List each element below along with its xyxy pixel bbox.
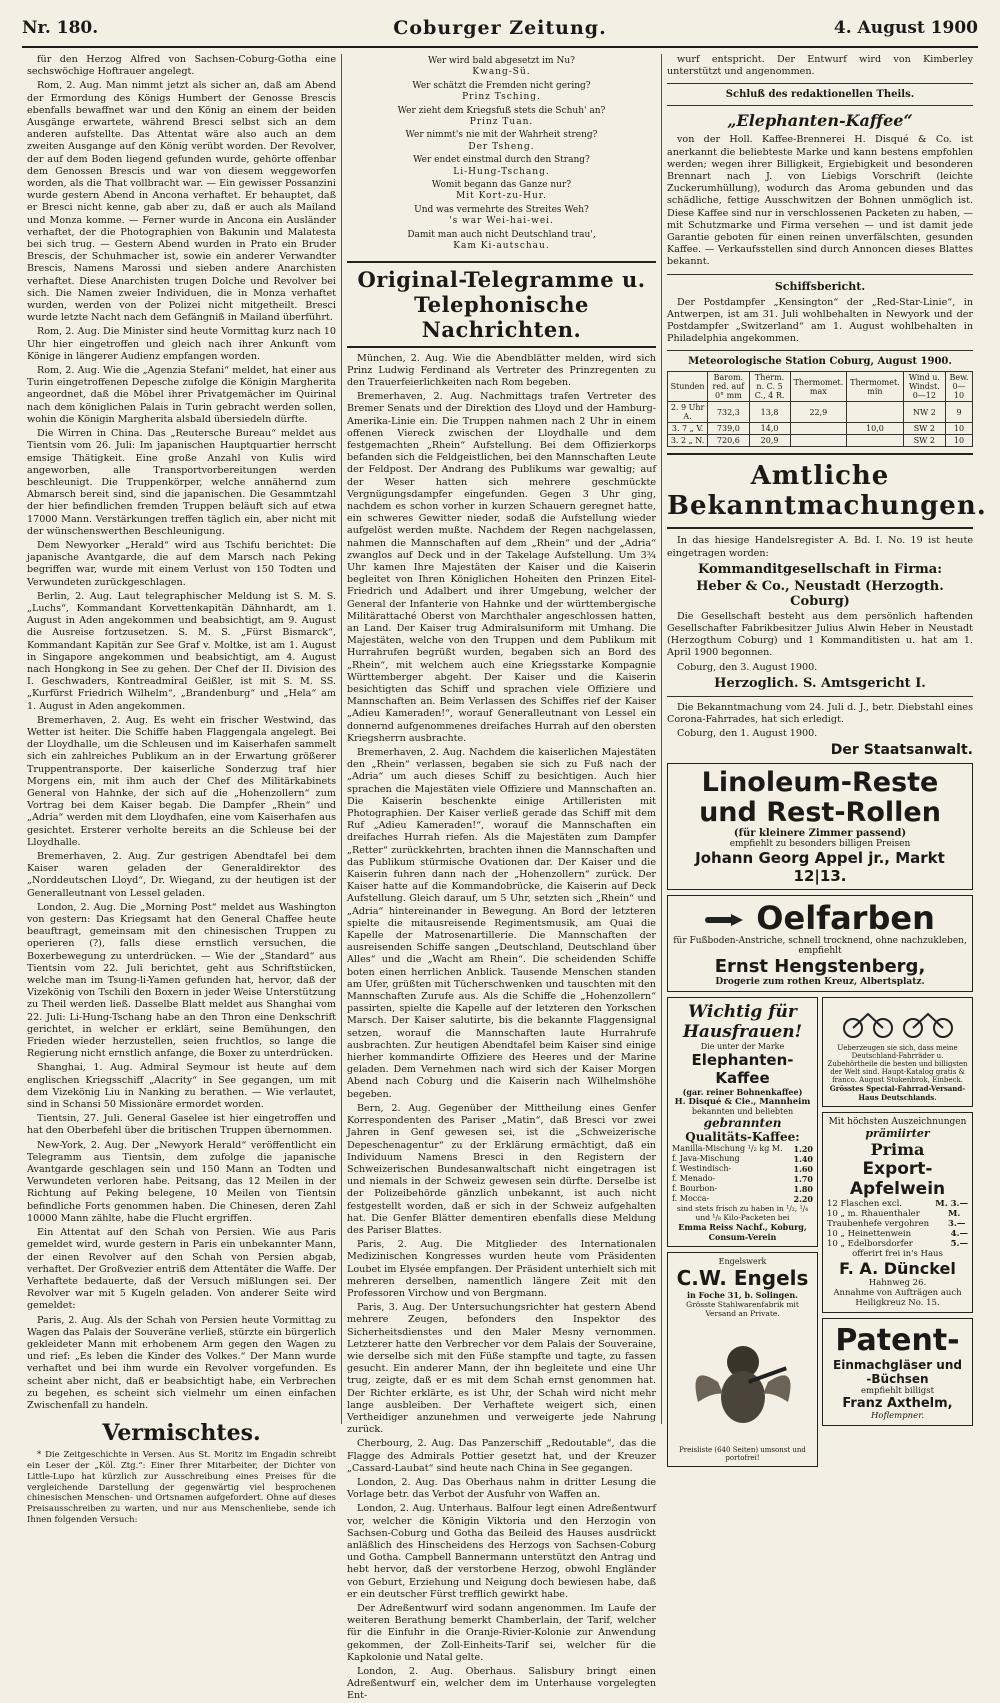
meteo-cell: 10 [946,435,973,447]
engels-text: Grösste Stahlwarenfabrik mit Versand an Private. [686,1300,799,1319]
poem-stanza [347,230,656,253]
meteo-cell: 13,8 [749,402,790,423]
article-paragraph: Bremerhaven, 2. Aug. Nachmittags trafen Vertreter des Bremer Senats und der Direktion des Lloyd und der Hamburg-Amerika-Linie ein. Die Truppen nahmen nach 2 Uhr in einem offenen Viereck zwischen der Lloydhalle und dem festgemachten „Rhein“ Aufstellung. Bei dem Offizierkorps befanden sich die Feldgeistlichen, bei den Mannschaften Leute der Feldpost. Der Andrang des Publikums war gewaltig; auf der Weser hatten sich mehrere geschmückte Vergnügungsdampfer eingefunden. Gegen 3 Uhr ging, nachdem es schon vorher in kurzen Schauern geregnet hatte, ein schweres Gewitter nieder, sodaß die Aufstellung wieder aufgelöst werden mußte. Nachdem der Regen nachgelassen, nahmen die Mannschaften auf dem „Rhein“ und der „Adria“ zwanglos auf Deck und in der Takelage Aufstellung. Um 3¾ Uhr kamen Ihre Majestäten der Kaiser und die Kaiserin begleitet von Ihren Königlichen Hoheiten den Prinzen Eitel-Friedrich und Adalbert und ihrer Umgebung, welcher der General der Infanterie von Hahnke und der württembergische Militärattaché Oberst von Marchthaler angeschlossen hatten, an Land. Der Kaiser trug Admiralsuniform mit Umhang. Die Majestäten, welche von den Truppen und dem Publikum mit Hurrahrufen begrüßt wurden, begaben sich an Bord des „Rhein“, mit welchem auch eine Kriegsstarke Kompagnie Württemberger abgeht. Der Kaiser und die Kaiserin besichtigten das Schiff und sprachen viele Offiziere und Mannschaften an. Beim Verlassen des Schiffes rief der Kaiser „Adieu Kameraden!“, worauf Generalleutnant von Lessel ein donnernd aufgenommenes dreifaches Hurrah auf den obersten Kriegsherrn ausbrachte. [347,391,656,744]
lino-line-3: (für kleinere Zimmer passend) [733,828,907,840]
engels-ad [667,1252,818,1467]
meteo-heading: Meteorologische Station Coburg, August 1900. [688,356,952,368]
article-paragraph: für den Herzog Alfred von Sachsen-Coburg-Gotha eine sechswöchige Hoftrauer angelegt. [27,54,336,78]
meteo-cell: 720,6 [708,435,749,447]
meteo-cell: 10,0 [847,423,904,435]
meteo-header-cell: Therm. n. C. 5 C., 4 R. [749,372,790,402]
meteo-table [667,371,973,447]
article-paragraph: Paris, 2. Aug. Als der Schah von Persien heute Vormittag zu Wagen das Palais der Souveräne verließ, stürzte ein bürgerlich gekleideter Mann mit erhobenem Arm gegen den Wagen zu und rief: „Es leben die Kinder des Volkes.“ Der Mann wurde verhaftet und bei ihm wurde ein Revolver vorgefunden. Es scheint aber nicht, daß er beabsichtigt habe, ein Verbrechen zu begehen, es scheint sich vielmehr um einen einfachen Zwischenfall zu handeln. [27,1314,336,1411]
ads-left [667,997,818,1472]
oel-firm: Ernst Hengstenberg, [714,956,926,978]
price-item: 10 „ Heinettenwein [827,1229,912,1240]
newspaper-title: Coburger Zeitung. [393,17,607,39]
vermischtes-text: * Die Zeitgeschichte in Versen. Aus St. Moritz im Engadin schreibt ein Leser der „Köl. Ztg.“: Einer Ihrer Mitarbeiter, der Dichter von Little-Lupo hat kürzlich zur Ausschreibung eines Preises für die vergleichende Darstellung der gegenwärtig viel besprochenen chinesischen Menschen- und Ortsnamen aufgefordert. Ohne auf dieses Preisausschreiben zu warten, und nur aus Menschenliebe, sende ich Ihnen folgenden Versuch: [27,1450,336,1525]
meteo-cell: 732,3 [708,402,749,423]
apfel-title: Export-Apfelwein [849,1159,946,1200]
ek-qualitaet: Qualitäts-Kaffee: [685,1130,800,1145]
engels-label: Engelswerk [718,1257,767,1267]
meteo-header-cell: Barom. red. auf 0° mm [708,372,749,402]
patent-line-3: -Büchsen [866,1372,929,1387]
price-item: f. Bourbon- [672,1184,718,1194]
price-value: 4.— [950,1229,968,1240]
article-paragraph: Bern, 2. Aug. Gegenüber der Mittheilung eines Genfer Korrespondenten des Pariser „Matin“, daß Bresci vor zwei Jahren in Genf gewesen sei, ist die „Schweizerische Depeschenagentur“ zu der Erklärung ermächtigt, daß ein Individuum Namens Bresci in den Registern der Schweizerischen Bundesanwaltschaft nicht eingetragen ist und niemals in der Schweiz gewesen sein dürfte. Derselbe ist der Polizeibehörde gänzlich unbekannt, ist auch nicht festgestellt worden, daß er sich in der Schweiz aufgehalten hat. Die Genfer Blätter dementiren ebenfalls diese Meldung des Pariser Blattes. [347,1102,656,1236]
price-row [827,1229,968,1239]
telegramme-heading: Original-Telegramme u. Telephonische Nachrichten. [347,261,656,348]
lino-line-4: empfiehlt zu besonders billigen Preisen [729,839,911,850]
meteo-cell: 3. 2 „ N. [668,435,708,447]
meteo-cell: 20,9 [749,435,790,447]
article-paragraph: Paris, 2. Aug. Die Mitglieder des Internationalen Medizinischen Kongresses wurden heute vom Präsidenten Loubet im Elysée empfangen. Der Präsident unterhielt sich mit mehreren derselben, namentlich längere Zeit mit den Professoren Virchow und von Bergmann. [347,1239,656,1299]
engels-firm: C.W. Engels [676,1266,809,1291]
linoleum-ad [667,763,973,890]
meteo-cell: 2. 9 Uhr A. [668,402,708,423]
poem-answer: Mit Kort-zu-Hur. [456,191,547,202]
price-row [672,1184,813,1194]
price-value: M. 3.— [947,1209,966,1230]
ek-title: Elephanten-Kaffee [691,1051,794,1088]
article-paragraph: Ein Attentat auf den Schah von Persien. Wie aus Paris gemeldet wird, wurde gestern in Paris ein unbekannter Mann, der einen Revolver auf den Schah von Persien abgab, verhaftet. Der Großvezier entriß dem Attentäter die Waffe. Der Verhaftete bedauerte, daß der Versuch mißlungen sei. Der Revolver war mit 5 Kugeln geladen. Von anderer Seite wird gemeldet: [27,1227,336,1312]
ads-lower [667,997,973,1472]
pointing-hand-icon [705,913,745,927]
meteo-row [668,423,973,435]
meteo-cell [847,435,904,447]
meteo-cell: 10 [946,423,973,435]
wichtig-title: Wichtig für Hausfrauen! [682,1002,803,1043]
article-paragraph: Rom, 2. Aug. Die Minister sind heute Vormittag kurz nach 10 Uhr hier eingetroffen und gleich nach ihrer Ankunft vom Könige in längerer Audienz empfangen worden. [27,326,336,362]
apfel-price-list [827,1199,968,1249]
meteo-cell: 22,9 [790,402,847,423]
meteo-header-cell: Wind u. Windst. 0—12 [903,372,945,402]
amt1-firm: Kommanditgesellschaft in Firma: [697,561,943,577]
poem-answer: Kam Ki-autschau. [453,241,550,252]
meteo-cell [790,423,847,435]
lino-line-2: und Rest-Rollen [699,797,941,829]
poem-question: Wer zieht dem Kriegsfuß stets die Schuh' an? [397,105,606,116]
kaffee-heading: „Elephanten-Kaffee“ [727,111,913,131]
article-paragraph: London, 2. Aug. Die „Morning Post“ meldet aus Washington von gestern: Das Kriegsamt hat den General Chaffee heute beauftragt, gemeinsam mit den chinesischen Truppen zu operieren (?), falls diese ernstlich versuchen, die Boxerbewegung zu unterdrücken. — Wie der „Standard“ aus Tientsin vom 22. Juli berichtet, geht aus Schriftstücken, welche man im Tsung-li-Yamen gefunden hat, hervor, daß der Vizekönig von Tschili den Boxern in jeder Weise Unterstützung zu Theil werden ließ. Dasselbe Blatt meldet aus Shanghai vom 22. Juli: Li-Hung-Tschang habe an den Thron eine Denkschrift gerichtet, in welcher er erklärt, seine Bemühungen, den Frieden wieder herzustellen, seien fruchtlos, so lange die Regierung nicht ernstlich anfange, die Boxer zu unterdrücken. [27,901,336,1060]
poem-answer: Li-Hung-Tschang. [453,166,550,177]
article-paragraph: London, 2. Aug. Unterhaus. Balfour legt einen Adreßentwurf vor, welcher die Königin Viktoria und den Herzogin von Sachsen-Coburg und Gotha das Beileid des Hauses ausdrückt anläßlich des Hinscheidens des Herzogs von Sachsen-Coburg und Gotha. Campbell Bannermann unterstützt den Antrag und hebt hervor, daß der verstorbene Herzog, obwohl Engländer von Geburt, Erziehung und Neigung doch bewiesen habe, daß er ein deutscher Fürst trefflich gewirkt habe. [347,1503,656,1600]
article-paragraph: Bremerhaven, 2. Aug. Zur gestrigen Abendtafel bei dem Kaiser waren geladen der Generaldirektor des „Norddeutschen Lloyd“, Dr. Wiegand, zu der heutigen ist der Generalleutnant von Lessel geladen. [27,851,336,899]
price-value: 2.20 [793,1194,813,1205]
poem-question: Damit man auch nicht Deutschland trau', [407,229,596,240]
ek-foot: sind stets frisch zu haben in ¹/₂, ¹/₄ und ¹/₈ Kilo-Packeten bei [676,1204,809,1223]
meteo-cell: 14,0 [749,423,790,435]
meteo-cell: SW 2 [903,423,945,435]
patent-line-2: Einmachgläser und [833,1358,962,1373]
price-value: 1.40 [793,1154,813,1165]
poem-question: Wer nimmt's nie mit der Wahrheit streng? [405,130,598,141]
amt1-body: Die Gesellschaft besteht aus dem persönlich haftenden Gesellschafter Fabrikbesitzer Julius Alwin Heber in Neustadt (Herzogthum Coburg) und 1 Kommanditisten u. hat am 1. April 1900 begonnen. [667,610,973,659]
patent-line-4: empfiehlt billigst [860,1386,935,1397]
cherub-illustration-icon [678,1322,808,1442]
meteo-cell [790,435,847,447]
vermischtes-heading: Vermischtes. [102,1420,261,1447]
article-paragraph: Dem Newyorker „Herald“ wird aus Tschifu berichtet: Die japanische Avantgarde, die auf dem Marsch nach Peking begriffen war, wurde mit einem Verlust von 150 Todten und Verwundeten zurückgeschlagen. [27,539,336,588]
lino-line-1: Linoleum-Reste [701,767,939,799]
poem [347,56,656,253]
poem-question: Und was vermehrte des Streites Weh? [414,204,589,215]
price-row [672,1154,813,1164]
price-row [672,1164,813,1174]
price-value: 5.— [950,1239,968,1250]
apfel-note: Annahme von Aufträgen auch Heiligkreuz No. 15. [833,1288,962,1309]
meteo-header-cell: Stunden [668,372,708,402]
apfel-line-2: prämiirter [865,1127,930,1141]
article-paragraph: Rom, 2. Aug. Wie die „Agenzia Stefani“ meldet, hat einer aus Turin eingetroffenen Depesche zufolge die Königin Margherita angeordnet, daß die Möbel ihrer Privatgemächer im Quirinal nach dem königlichen Palais in Turin gebracht werden sollen, wohin die Königin Margherita alsbald übersiedeln dürfte. [27,365,336,425]
ek-gebrannten: gebrannten [703,1116,782,1131]
poem-stanza [347,180,656,203]
schiffsbericht-text: Der Postdampfer „Kensington“ der „Red-Star-Linie“, in Antwerpen, ist am 31. Juli wohlbehalten in Newyork und der Postdampfer „Switzerland“ am 1. August wohlbehalten in Philadelphia angekommen. [667,296,973,345]
meteo-cell: 739,0 [708,423,749,435]
article-paragraph: München, 2. Aug. Wie die Abendblätter melden, wird sich Prinz Ludwig Ferdinand als Vertreter des Prinzregenten zu den Trauerfeierlichkeiten nach Rom begeben. [347,352,656,388]
meteo-cell [847,402,904,423]
price-item: 10 „ Edelborsdorfer [827,1239,913,1250]
price-value: 1.20 [793,1144,813,1155]
oel-line-1: für Fußboden-Anstriche, schnell trocknend, ohne nachzukleben, [673,936,967,947]
poem-question: Wer wird bald abgesetzt im Nu? [428,56,575,66]
meteo-cell: NW 2 [903,402,945,423]
price-row [672,1174,813,1184]
oelfarben-ad [667,895,973,992]
meteo-cell: 3. 7 „ V. [668,423,708,435]
column-3 [662,54,987,1463]
ek-price-list [672,1144,813,1204]
issue-date: 4. August 1900 [833,18,978,38]
article-paragraph: Shanghai, 1. Aug. Admiral Seymour ist heute auf dem englischen Kriegsschiff „Alacrity“ in See gegangen, um mit dem Vizekönig Liu in Nanking zu berathen. — Wie verlautet, sind in Schansi 50 Missionäre ermordet worden. [27,1062,336,1111]
poem-answer: Kwang-Sü. [472,67,531,78]
columns [22,54,987,1702]
meteo-header-cell: Thermomet. max [790,372,847,402]
poem-question: Wer schätzt die Fremden nicht gering? [412,80,591,91]
price-value: 1.60 [793,1164,813,1175]
apfel-foot: offerirt frei in's Haus [852,1249,943,1260]
apfel-firm: F. A. Dünckel [839,1259,956,1279]
article-paragraph: Paris, 3. Aug. Der Untersuchungsrichter hat gestern Abend mehrere Zeugen, befonders den Inspektor des Sicherheitsdienstes und den Maler Mesny vernommen. Letzterer hatte den Verbrecher vor dem Palais der Souveraine, wie derselbe sich mit den Füße stampfte und tagte, zu fassen gesucht. Ein anderer Mann, der ihn begleitete und eine Uhr trug, zeigte, daß er es mit dem Schah ernst genommen hat. Der Richter erklärte, es ist Uhr, der Schah wird nicht mehr lange ausbleiben. Der Verhaftete weigert sich, einen Vertheidiger anzunehmen und verweigerte jede Nahrung zurück. [347,1302,656,1436]
ek-sub: (gar. reiner Bohnenkaffee) [682,1087,803,1098]
article-paragraph: Bremerhaven, 2. Aug. Es weht ein frischer Westwind, das Wetter ist heiter. Die Schiffe haben Flaggengala angelegt. Bei der Lloydhalle, um die Schleusen und im Kaiserhafen sammelt sich ein zahlreiches Publikum an in der Erwartung größerer Truppentransporte. Der kaiserliche Sonderzug traf hier Morgens ein, mit ihm auch der Chef des Militärkabinets General von Hahnke, der sich auf die „Hohenzollern“ zum Vortrag bei dem Kaiser begab. Die Dampfer „Rhein“ und „Adria“ werden mit dem Lloydhafen, eine vom Kaiserhafen aus gesichtet. Ersterer verholte bereits an die Schleuse bei der Lloydhalle. [27,714,336,848]
price-row [672,1194,813,1204]
ek-firm: H. Disqué & Cie., Mannheim [674,1097,811,1108]
issue-number: Nr. 180. [22,18,99,38]
newspaper-page [22,10,987,1702]
patent-ad [822,1318,973,1426]
price-row [827,1239,968,1249]
kaffee-text: von der Holl. Kaffee-Brennerei H. Disqué & Co. ist anerkannt die beliebteste Marke und kann bestens empfohlen werden; wegen ihrer Billigkeit, Ergiebigkeit und besonderen Brennart nach J. von Liebigs Vorschrift (leichte Zuckerumhüllung), wodurch das Aroma gebunden und das schädliche, fettige Ausschwitzen der Bohnen unmöglich ist. Diese Kaffee sind nur in verschlossenen Packeten zu haben, — mit Schutzmarke und Firma versehen — und ist damit jede Garantie geboten für einen reinen unverfälschten, gesunden Kaffee. — Verkaufsstellen sind durch Annoncen dieses Blattes bekannt. [667,134,973,268]
article-paragraph: Die Wirren in China. Das „Reutersche Bureau“ meldet aus Tientsin vom 26. Juli: Im japanischen Hauptquartier herrscht emsige Thätigkeit. Eine große Anzahl von Kulis wird angeworben, alle Transportvorbereitungen werden beschleunigt. Die Truppenkörper, welche annähernd zum Abmarsch bereit sind, sind die japanischen. Die Gesammtzahl der hier befindlichen fremden Truppen beläuft sich auf etwa 17000 Mann. Verstärkungen treffen täglich ein, aber nicht mit der wünschenswerthen Beschleunigung. [27,428,336,537]
amt2-signature: Der Staatsanwalt. [830,742,973,759]
wichtig-sub: Die unter der Marke [700,1042,785,1052]
price-item: 12 Flaschen excl. [827,1199,903,1210]
price-item: Manilla-Mischung ¹/₂ kg M. [672,1144,783,1154]
oel-line-2: empfiehlt [798,946,842,957]
meteo-header-cell: Thermomet. min [847,372,904,402]
apfel-line-1: Mit höchsten Auszeichnungen [828,1117,967,1128]
oel-title: Oelfarben [756,899,935,938]
article-paragraph: Berlin, 2. Aug. Laut telegraphischer Meldung ist S. M. S. „Luchs“, Kommandant Korvettenkapitän Dähnhardt, am 1. August in Aden angekommen und beabsichtigt, am 9. August die Ausreise fortzusetzen. S. M. S. „Fürst Bismarck“, Kommandant Kapitän zur See Graf v. Moltke, ist am 1. August in Singapore angekommen und beabsichtigt, am 4. August nach Hongkong in See zu gehen. Der Chef der II. Division des I. Geschwaders, Kontreadmiral Geißler, ist mit S. M. SS. „Kurfürst Friedrich Wilhelm“, „Brandenburg“ und „Hela“ am 1. August in Aden angekommen. [27,590,336,712]
amt2-text: Die Bekanntmachung vom 24. Juli d. J., betr. Diebstahl eines Corona-Fahrrades, hat sich erledigt. [667,701,973,726]
apfelwein-ad [822,1112,973,1313]
column-1-articles [27,54,336,1412]
price-value: 1.80 [793,1184,813,1195]
column-1 [22,54,342,1525]
schiffsbericht-heading: Schiffsbericht. [774,279,866,293]
price-item: f. Menado- [672,1174,716,1184]
masthead [22,10,978,48]
amt1-court: Herzoglich. S. Amtsgericht I. [714,675,926,691]
article-paragraph: London, 2. Aug. Das Oberhaus nahm in dritter Lesung die Vorlage betr. das Verbot der Ausfuhr von Waffen an. [347,1476,656,1501]
lino-firm: Johann Georg Appel jr., Markt 12|13. [695,849,945,886]
article-paragraph: Der Adreßentwurf wird sodann angenommen. Im Laufe der weiteren Berathung bemerkt Chamberlain, der Tarif, welcher für die Einfuhr in die Oranje-Rivier-Kolonie zur Anwendung gekommen, der Zoll-Einheits-Tarif sei, welcher für die Kapkolonie und Natal gelte. [347,1603,656,1663]
oel-sub: Drogerie zum rothen Kreuz, Albertsplatz. [715,977,925,988]
fahrrad-text: Ueberzeugen sie sich, dass meine Deutschland-Fahrräder u. Zubehörtheile die besten und billigsten der Welt sind. Haupt-Katalog gratis & franco. August Stukenbrok, Einbeck. [827,1044,968,1085]
meteo-cell: SW 2 [903,435,945,447]
column-2 [342,54,662,1702]
amt2-date: Coburg, den 1. August 1900. [677,728,818,740]
ek-seller-2: Consum-Verein [708,1232,777,1243]
poem-stanza [347,130,656,153]
ads-right [822,997,973,1472]
price-row [672,1144,813,1154]
poem-answer: Der Tsheng. [468,141,535,152]
poem-answer: 's war Wei-hai-wei. [449,216,554,227]
apfel-line-3: Prima [870,1140,925,1160]
price-item: f. Westindisch- [672,1164,732,1174]
poem-stanza [347,155,656,178]
article-paragraph: New-York, 2. Aug. Der „Newyork Herald“ veröffentlicht ein Telegramm aus Tientsin, dem zufolge die japanische Avantgarde geschlagen sein und 150 Mann an Todten und Verwundeten verloren habe. Peitsang, das 12 Meilen in der Richtung auf Peking belegene, 10 Meilen von Tientsin befindliche Forts genommen haben. Die Chinesen, deren Zahl 10000 Mann zählte, habe die Flucht ergriffen. [27,1139,336,1224]
amt1-intro: In das hiesige Handelsregister A. Bd. I. No. 19 ist heute eingetragen worden: [667,535,973,559]
meteo-row [668,402,973,423]
engels-foot: Preisliste (640 Seiten) umsonst und portofrei! [679,1446,806,1463]
poem-stanza [347,106,656,129]
ek-known: bekannten und beliebten [691,1107,794,1117]
meteo-cell: 9 [946,402,973,423]
price-item: f. Mocca- [672,1194,710,1204]
patent-title: Patent- [835,1323,960,1359]
poem-question: Womit begann das Ganze nur? [431,180,572,191]
meteo-header-cell: Bew. 0—10 [946,372,973,402]
article-paragraph: Tientsin, 27. Juli. General Gaselee ist hier eingetroffen und hat den Oberbefehl über die britischen Truppen übernommen. [27,1113,336,1137]
poem-stanza [347,81,656,104]
bicycles-illustration-icon [838,1002,958,1042]
poem-stanza [347,205,656,228]
article-paragraph: London, 2. Aug. Oberhaus. Salisbury bringt einen Adreßentwurf ein, welcher dem im Unterhause vorgelegten Ent- [347,1666,656,1702]
fahrrad-firm: Grösstes Special-Fahrrad-Versand-Haus Deutschlands. [829,1084,966,1103]
elephant-coffee-ad [667,997,818,1247]
price-value: 1.70 [793,1174,813,1185]
patent-firm: Franz Axthelm, [842,1396,953,1412]
poem-answer: Prinz Tuan. [469,117,534,128]
fahrrad-ad [822,997,973,1107]
price-row [827,1199,968,1209]
poem-answer: Prinz Tsching. [462,92,541,103]
price-value: M. 3.— [935,1199,968,1210]
editorial-end: Schluß des redaktionellen Theils. [725,89,915,101]
price-row [827,1209,968,1229]
column-2-articles [347,353,656,1703]
col3-continuation: wurf entspricht. Der Entwurf wird von Kimberley unterstützt und angenommen. [667,54,973,78]
price-item: f. Java-Mischung [672,1154,740,1164]
amt1-firm-name: Heber & Co., Neustadt (Herzogth. Coburg) [696,578,944,609]
article-paragraph: Cherbourg, 2. Aug. Das Panzerschiff „Redoutable“, das die Flagge des Admirals Pottier gesetzt hat, und der Kreuzer „Cassard-Laubat“ sind heute nach China in See gegangen. [347,1438,656,1474]
poem-question: Wer endet einstmal durch den Strang? [413,155,590,166]
article-paragraph: Rom, 2. Aug. Man nimmt jetzt als sicher an, daß am Abend der Ermordung des Königs Humbert der Genosse Brescis ebenfalls bewaffnet war und den König an einem der beiden Ausgänge erwartete, während Bresci selbst sich an dem anderen aufstellte. Das Attentat wäre also auch an dem zweiten Ausgange auf den König verübt worden. Der Revolver, der auf dem Boden liegend gefunden wurde, gehörte offenbar dem Genossen Brescis und war von diesem weggeworfen worden, als die That vollbracht war. — Ein gewisser Possanzini wurde gestern Abend in Ancona verhaftet. Er behauptet, daß er Bresci nicht kenne, gab aber zu, daß er auch als Mailand und Monza komme. — Ferner wurde in Ancona ein Ausländer verhaftet, der die Photographien von Bakunin und Malatesta bei sich trug. — Gestern Abend wurden in Prato ein Bruder Brescis, der Schuhmacher ist, sowie ein anderer Verwandter Brescis, Namens Marossi und sieben andere Anarchisten verhaftet. Diese Anarchisten trugen Dolche und Revolver bei sich. Die Namen zweier Individuen, die in Monza verhaftet wurden, werden von der Polizei nicht mitgetheilt. Bresci wurde letzte Nacht nach dem Gefängniß in Mailand überführt. [27,80,336,324]
article-paragraph: Bremerhaven, 2. Aug. Nachdem die kaiserlichen Majestäten den „Rhein“ verlassen, begaben sie sich zu Fuß nach der „Adria“ um auch dieses Schiff zu besichtigen. Auch hier sprachen die Majestäten viele Offiziere und Mannschaften an. Die Kaiserin beschenkte einige Artilleristen mit Photographien. Der Kaiser verließ gerade das Schiff mit dem Ruf „Adieu Kameraden!“, worauf die Mannschaften ein dreifaches Hurrah riefen. Als die Majestäten zum Dampfer „Retter“ zurückkehrten, brachten ihnen die Mannschaften und das Publikum stürmische Ovationen dar. Der Kaiser und die Kaiserin fuhren dann nach der „Hohenzollern“ zurück. Der Kaiser hatte auf die Kommandobrücke, die Kaiserin auf Deck Aufstellung. Gleich darauf, um 5 Uhr, setzten sich „Rhein“ und „Adria“ hintereinander in Bewegung. An Bord der letzteren spielte die mitausreisende Regimentsmusik, am Quai die Kapelle der Matrosenartillerie. Die Mannschaften der ausreisenden Schiffe sangen „Deutschland, Deutschland über Alles“ und die „Wacht am Rhein“. Die scheidenden Schiffe boten einen herrlichen Anblick. Tausende Menschen standen am Ufer, grüßten mit Tücherschwenken und tauschten mit den Mannschaften Zurufe aus. Als die Schiffe die „Hohenzollern“ passirten, spielte die Kapelle auf der letzteren den Yorkschen Marsch. Der Kaiser salutirte, bis die bekannte Flaggensignal setzen, worauf die Mannschaften laute Hurrahrufe ausbrachten. Zur heutigen Abendtafel beim Kaiser sind einige hierher kommandirte Offiziere des Heeres und der Marine geladen. Dem Vernehmen nach wird sich der Kaiser Morgen Abend nach Coburg und die Kaiserin nach Wilhelmshöhe begeben. [347,747,656,1100]
ek-seller-1: Emma Reiss Nachf., Koburg, [678,1222,807,1233]
meteo-row [668,435,973,447]
price-item: 10 „ m. Rhauenthaler Traubenhefe vergohren [827,1209,930,1230]
amt1-date: Coburg, den 3. August 1900. [677,661,818,673]
patent-sub: Hoflempner. [870,1411,925,1422]
engels-place: in Foche 31, b. Solingen. [687,1290,798,1301]
poem-stanza [347,56,656,79]
amtliche-heading: Amtliche Bekanntmachungen. [667,453,973,529]
apfel-addr: Hahnweg 26. [868,1278,927,1289]
